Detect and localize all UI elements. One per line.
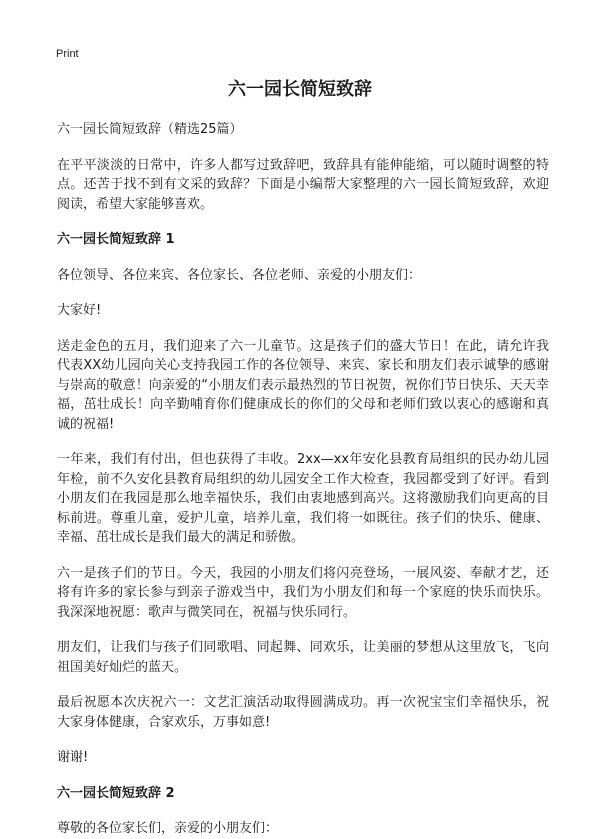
print-link[interactable]: Print — [56, 48, 79, 60]
page-title: 六一园长简短致辞 — [228, 79, 372, 100]
body-paragraph: 送走金色的五月，我们迎来了六一儿童节。这是孩子们的盛大节日！在此，请允许我代表XX幼儿园向关心支持我园工作的各位领导、来宾、家长和朋友们表示诚挚的感谢与崇高的敬意！向亲爱的“小朋友们表示最热烈的节日祝贺，祝你们节日快乐、天天幸福，茁壮成长！向辛勤哺育你们健康成长的你们的父母和老师们致以衷心的感谢和真诚的祝福! — [57, 338, 549, 432]
hello-paragraph: 大家好! — [57, 303, 102, 318]
body-paragraph: 六一是孩子们的节日。今天，我园的小朋友们将闪亮登场，一展风姿、奉献才艺，还将有许多的家长参与到亲子游戏当中，我们为小朋友们和每一个家庭的快乐而快乐。我深深地祝愿：歌声与微笑同在，祝福与快乐同行。 — [57, 565, 549, 620]
greeting-paragraph: 尊敬的各位家长们，亲爱的小朋友们： — [57, 821, 279, 836]
intro-paragraph: 在平平淡淡的日常中，许多人都写过致辞吧，致辞具有能伸能缩，可以随时调整的特点。还苦于找不到有文采的致辞？下面是小编帮大家整理的六一园长简短致辞，欢迎阅读，希望大家能够喜欢。 — [57, 157, 549, 212]
section-heading: 六一园长简短致辞 2 — [57, 785, 175, 801]
body-paragraph: 朋友们，让我们与孩子们同歌唱、同起舞、同欢乐，让美丽的梦想从这里放飞，飞向祖国美好灿烂的蓝天。 — [57, 640, 549, 675]
thanks-paragraph: 谢谢! — [57, 750, 89, 765]
subtitle: 六一园长简短致辞（精选25篇） — [57, 122, 243, 137]
greeting-paragraph: 各位领导、各位来宾、各位家长、各位老师、亲爱的小朋友们： — [57, 267, 422, 283]
section-heading: 六一园长简短致辞 1 — [57, 232, 175, 247]
article-body — [57, 120, 549, 839]
body-paragraph: 一年来，我们有付出，但也获得了丰收。2xx—xx年安化县教育局组织的民办幼儿园年检，前不久安化县教育局组织的幼儿园安全工作大检查，我园都受到了好评。看到小朋友们在我园是那么地幸福快乐，我们由衷地感到高兴。这将激励我们向更高的目标前进。尊重儿童，爱护儿童，培养儿童，我们将一如既往。孩子们的快乐、健康、幸福、茁壮成长是我们最大的满足和骄傲。 — [57, 452, 549, 545]
body-paragraph: 最后祝愿本次庆祝六一：文艺汇演活动取得圆满成功。再一次祝宝宝们幸福快乐，祝大家身体健康，合家欢乐，万事如意! — [57, 695, 549, 730]
